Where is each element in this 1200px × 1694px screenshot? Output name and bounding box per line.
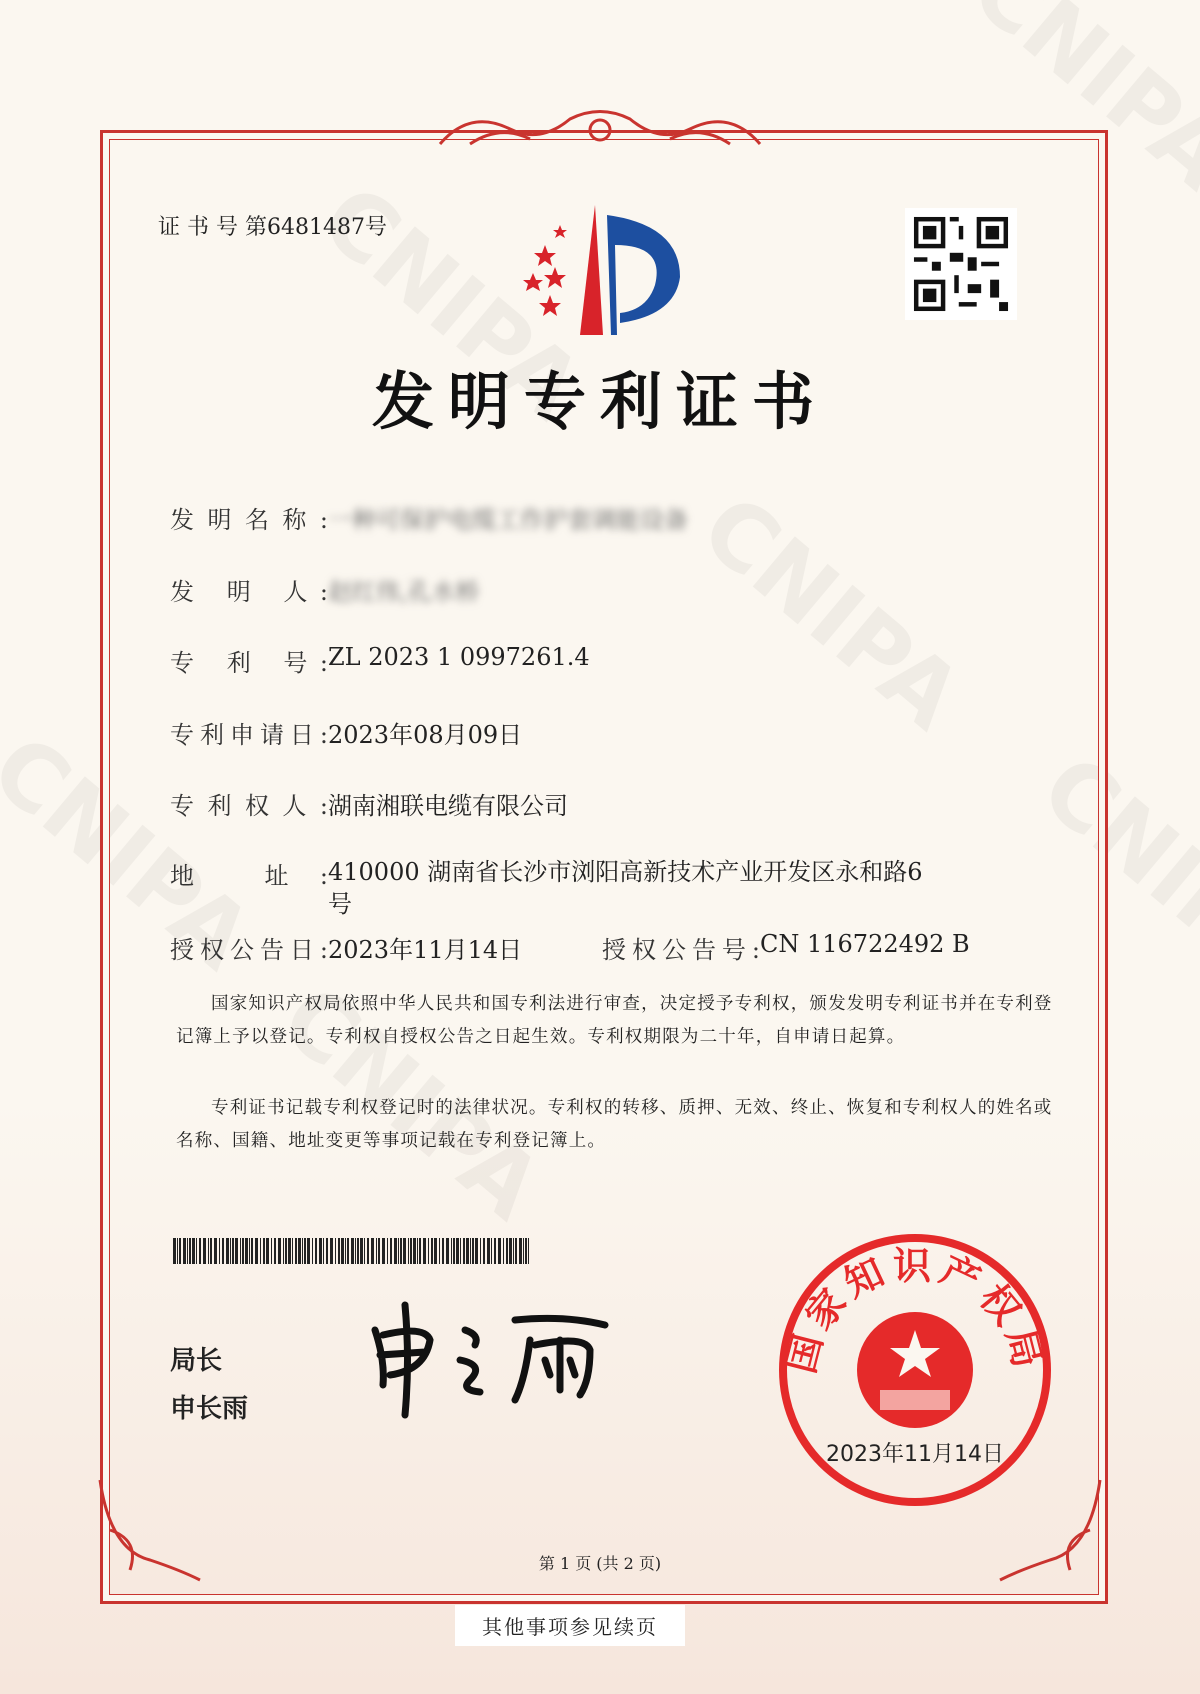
barcode-bar (285, 1238, 287, 1264)
certificate-number: 证 书 号 第6481487号 (158, 215, 387, 240)
chief-name: 申长雨 (170, 1394, 249, 1424)
field-label: 专利权人: (170, 792, 328, 820)
barcode-bar (439, 1238, 440, 1264)
barcode-bar (470, 1238, 471, 1264)
barcode-bar (255, 1238, 258, 1264)
field-label: 专利申请日: (170, 721, 328, 749)
barcode-bar (506, 1238, 508, 1264)
barcode-bar (323, 1238, 324, 1264)
field-label: 发 明 人: (170, 578, 328, 606)
field-label: 授权公告号: (602, 936, 760, 964)
qr-code[interactable] (905, 208, 1017, 320)
barcode-bar (382, 1238, 385, 1264)
page-indicator: 第 1 页 (共 2 页) (538, 1554, 662, 1573)
barcode-bar (480, 1238, 481, 1264)
field-grant-date (170, 930, 522, 965)
barcode-bar (208, 1238, 209, 1264)
barcode-bar (302, 1238, 303, 1264)
barcode-bar (295, 1238, 297, 1264)
barcode-bar (400, 1238, 402, 1264)
barcode-bar (177, 1238, 178, 1264)
barcode (173, 1238, 529, 1264)
statement-paragraph: 国家知识产权局依照中华人民共和国专利法进行审查，决定授予专利权，颁发发明专利证书并在专利登记簿上予以登记。专利权自授权公告之日起生效。专利权期限为二十年，自申请日起算。 (176, 994, 1053, 1047)
barcode-bar (408, 1238, 409, 1264)
field-value: 2023年11月14日 (328, 936, 523, 964)
barcode-bar (460, 1238, 461, 1264)
field-invention-name (170, 500, 688, 535)
barcode-bar (304, 1238, 306, 1264)
barcode-bar (345, 1238, 346, 1264)
barcode-bar (266, 1238, 269, 1264)
field-label: 授权公告日: (170, 936, 328, 964)
barcode-bar (423, 1238, 426, 1264)
barcode-bar (417, 1238, 418, 1264)
barcode-bar (315, 1238, 317, 1264)
barcode-bar (278, 1238, 281, 1264)
field-value: 410000 湖南省长沙市浏阳高新技术产业开发区永和路6号 (328, 858, 923, 918)
ornament-top (430, 104, 770, 156)
barcode-bar (341, 1238, 344, 1264)
seal-date: 2023年11月14日 (826, 1442, 1004, 1467)
official-seal (775, 1230, 1055, 1510)
barcode-bar (523, 1238, 524, 1264)
barcode-bar (235, 1238, 238, 1264)
barcode-bar (292, 1238, 293, 1264)
barcode-bar (413, 1238, 416, 1264)
barcode-bar (355, 1238, 356, 1264)
cnipa-logo (515, 205, 695, 345)
barcode-bar (298, 1238, 301, 1264)
barcode-bar (249, 1238, 250, 1264)
barcode-bar (472, 1238, 474, 1264)
barcode-bar (351, 1238, 354, 1264)
field-label: 专 利 号: (170, 649, 328, 677)
barcode-bar (442, 1238, 444, 1264)
field-value: 2023年08月09日 (328, 721, 523, 749)
field-value: CN 116722492 B (760, 930, 970, 958)
barcode-bar (219, 1238, 220, 1264)
barcode-bar (210, 1238, 212, 1264)
barcode-bar (498, 1238, 501, 1264)
barcode-bar (203, 1238, 206, 1264)
barcode-bar (260, 1238, 261, 1264)
field-value-redacted: 赵红伟,孔水桥 (328, 578, 480, 606)
barcode-bar (183, 1238, 186, 1264)
barcode-bar (196, 1238, 197, 1264)
chief-title: 局长 (170, 1346, 223, 1376)
barcode-bar (494, 1238, 496, 1264)
barcode-bar (230, 1238, 231, 1264)
barcode-bar (330, 1238, 333, 1264)
barcode-bar (263, 1238, 265, 1264)
barcode-bar (271, 1238, 272, 1264)
barcode-bar (487, 1238, 490, 1264)
barcode-bar (232, 1238, 234, 1264)
barcode-bar (283, 1238, 284, 1264)
barcode-bar (179, 1238, 181, 1264)
barcode-bar (357, 1238, 359, 1264)
barcode-bar (446, 1238, 449, 1264)
barcode-bar (326, 1238, 328, 1264)
footer-note: 其他事项参见续页 (455, 1605, 685, 1646)
barcode-bar (307, 1238, 310, 1264)
barcode-bar (398, 1238, 399, 1264)
barcode-bar (453, 1238, 455, 1264)
barcode-bar (274, 1238, 276, 1264)
barcode-bar (222, 1238, 224, 1264)
barcode-bar (466, 1238, 469, 1264)
certificate-title: 发明专利证书 (371, 365, 828, 438)
barcode-bar (403, 1238, 406, 1264)
barcode-bar (513, 1238, 514, 1264)
barcode-bar (251, 1238, 253, 1264)
barcode-bar (312, 1238, 313, 1264)
barcode-bar (519, 1238, 522, 1264)
barcode-bar (431, 1238, 433, 1264)
field-application-date (170, 715, 522, 750)
barcode-bar (367, 1238, 369, 1264)
barcode-bar (199, 1238, 201, 1264)
barcode-bar (525, 1238, 527, 1264)
signature (365, 1300, 625, 1420)
barcode-bar (387, 1238, 388, 1264)
barcode-bar (360, 1238, 363, 1264)
barcode-bar (509, 1238, 512, 1264)
field-value-redacted: 一种可保护电缆工作护套调能设备 (328, 506, 688, 534)
seal-text: 国家知识产权局 (778, 1243, 1052, 1378)
barcode-bar (515, 1238, 517, 1264)
barcode-bar (192, 1238, 195, 1264)
barcode-bar (463, 1238, 465, 1264)
field-label: 地 址: (170, 862, 328, 890)
barcode-bar (288, 1238, 291, 1264)
barcode-bar (226, 1238, 229, 1264)
barcode-bar (371, 1238, 374, 1264)
barcode-bar (503, 1238, 504, 1264)
barcode-bar (483, 1238, 485, 1264)
barcode-bar (378, 1238, 380, 1264)
barcode-bar (245, 1238, 248, 1264)
barcode-bar (189, 1238, 191, 1264)
barcode-bar (173, 1238, 176, 1264)
barcode-bar (376, 1238, 377, 1264)
barcode-bar (475, 1238, 478, 1264)
field-patentee (170, 786, 568, 821)
field-grant-number (602, 930, 970, 965)
barcode-bar (419, 1238, 421, 1264)
barcode-bar (240, 1238, 241, 1264)
barcode-bar (410, 1238, 412, 1264)
barcode-bar (434, 1238, 437, 1264)
barcode-bar (456, 1238, 459, 1264)
barcode-bar (319, 1238, 322, 1264)
field-label: 发明名称: (170, 506, 328, 534)
field-patent-number (170, 643, 590, 678)
barcode-bar (335, 1238, 336, 1264)
field-address (170, 856, 928, 920)
barcode-bar (390, 1238, 392, 1264)
barcode-bar (428, 1238, 429, 1264)
field-inventor (170, 572, 480, 607)
statement-paragraph: 专利证书记载专利权登记时的法律状况。专利权的转移、质押、无效、终止、恢复和专利权人的姓名或名称、国籍、地址变更等事项记载在专利登记簿上。 (176, 1098, 1053, 1151)
barcode-bar (364, 1238, 365, 1264)
barcode-bar (242, 1238, 244, 1264)
field-value: 湖南湘联电缆有限公司 (328, 792, 568, 820)
barcode-bar (394, 1238, 397, 1264)
barcode-bar (491, 1238, 492, 1264)
barcode-bar (338, 1238, 340, 1264)
barcode-bar (451, 1238, 452, 1264)
barcode-bar (347, 1238, 349, 1264)
field-value: ZL 2023 1 0997261.4 (328, 643, 590, 671)
barcode-bar (187, 1238, 188, 1264)
barcode-bar (214, 1238, 217, 1264)
barcode-bar (528, 1238, 529, 1264)
